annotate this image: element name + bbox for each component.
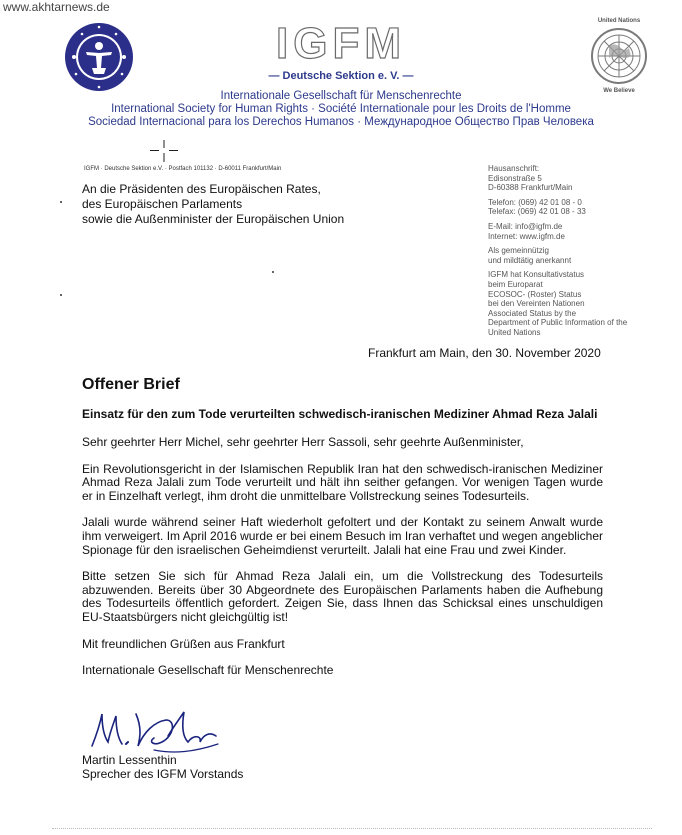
recipient-address (82, 182, 344, 227)
fold-mark-icon (150, 140, 178, 165)
recipient-line: An die Präsidenten des Europäischen Rates, (82, 182, 321, 196)
org-line-english-french: International Society for Human Rights · Société Internationale pour les Droits de l'Homme (111, 103, 571, 115)
signer-block (82, 754, 243, 781)
salutation: Sehr geehrter Herr Michel, sehr geehrter Herr Sassoli, sehr geehrte Außenminister, (82, 435, 524, 449)
letter-body (82, 436, 603, 691)
un-emblem-icon (589, 26, 649, 86)
watermark: www.akhtarnews.de (3, 0, 110, 14)
signer-name: Martin Lessenthin (82, 753, 177, 767)
sidebar-status-line: IGFM hat Konsultativstatus (488, 270, 585, 280)
un-logo (582, 18, 656, 98)
organization-sign: Internationale Gesellschaft für Menschenrechte (82, 663, 334, 678)
sidebar-charity-line: Als gemeinnützig (488, 246, 549, 256)
closing: Mit freundlichen Grüßen aus Frankfurt (82, 636, 285, 651)
sidebar-charity-line: und mildtätig anerkannt (488, 255, 572, 265)
date-line: Frankfurt am Main, den 30. November 2020 (368, 346, 601, 360)
sender-address-line: IGFM · Deutsche Sektion e.V. · Postfach 101132 · D-60011 Frankfurt/Main (84, 166, 282, 172)
org-line-german: Internationale Gesellschaft für Menschenrechte (220, 90, 462, 102)
punch-mark (60, 294, 62, 296)
punch-mark (60, 201, 62, 203)
letter-title: Offener Brief (82, 376, 180, 393)
letterhead-sidebar (488, 164, 658, 338)
sidebar-status-line: ECOSOC- (Roster) Status (488, 289, 582, 299)
brand-subtitle: — Deutsche Sektion e. V. — (268, 70, 414, 82)
letter-subject: Einsatz für den zum Tode verurteilten schwedisch-iranischen Mediziner Ahmad Reza Jalali (82, 407, 598, 421)
sidebar-status-line: beim Europarat (488, 279, 543, 289)
igfm-logo-icon (64, 22, 134, 92)
sidebar-status-line: Department of Public Information of the (488, 318, 628, 328)
un-logo-top-text: United Nations (597, 18, 641, 24)
sidebar-status-line: bei den Vereinten Nationen (488, 299, 585, 309)
sidebar-city: D-60388 Frankfurt/Main (488, 183, 573, 193)
brand-name: IGFM (276, 19, 406, 68)
sidebar-phone: Telefon: (069) 42 01 08 - 0 (488, 197, 582, 207)
un-logo-bottom-text: We Believe (603, 88, 635, 94)
sidebar-street: Edisonstraße 5 (488, 173, 542, 183)
recipient-line: des Europäischen Parlaments (82, 197, 243, 211)
body-paragraph: Ein Revolutionsgericht in der Islamischen Republik Iran hat den schwedisch-iranischen Mediziner Ahmad Reza Jalali zum Tode verurteilt und hält ihn seither gefangen. Vor wenigen Tagen wurde er in Einzelhaft verlegt, ihm droht die unmittelbare Vollstreckung seines Todesurteils. (82, 461, 603, 503)
recipient-line: sowie die Außenminister der Europäischen Union (82, 212, 345, 226)
org-line-spanish-russian: Sociedad Internacional para los Derechos Humanos · Международное Общество Прав Человека (88, 116, 594, 128)
sidebar-address-label: Hausanschrift: (488, 164, 540, 173)
signer-title: Sprecher des IGFM Vorstands (82, 766, 244, 781)
body-paragraph: Jalali wurde während seiner Haft wiederholt gefoltert und der Kontakt zu seinem Anwalt wurde ihm verweigert. Im April 2016 wurde er bei einem Besuch im Iran verhaftet und wegen angeblicher Spionage für den israelischen Geheimdienst verurteilt. Jalali hat eine Frau und zwei Kinder. (82, 515, 603, 557)
sidebar-fax: Telefax: (069) 42 01 08 - 33 (488, 207, 586, 217)
sidebar-email: E-Mail: info@igfm.de (488, 221, 563, 231)
sidebar-status-line: Associated Status by the (488, 308, 577, 318)
body-paragraph: Bitte setzen Sie sich für Ahmad Reza Jalali ein, um die Vollstreckung des Todesurteils abzuwenden. Bereits über 30 Abgeordnete des Europäischen Parlaments haben die Aufhebung des Todesurteils öffentlich gefordert. Zeigen Sie, dass Ihnen das Schicksal eines unschuldigen EU-Staatsbürgers nicht gleichgültig ist! (82, 569, 603, 624)
sidebar-website: Internet: www.igfm.de (488, 231, 565, 241)
punch-mark (272, 271, 274, 273)
organization-names (80, 90, 602, 129)
sidebar-status-line: United Nations (488, 327, 541, 337)
handwritten-signature (84, 706, 224, 756)
brand-block (200, 20, 482, 82)
